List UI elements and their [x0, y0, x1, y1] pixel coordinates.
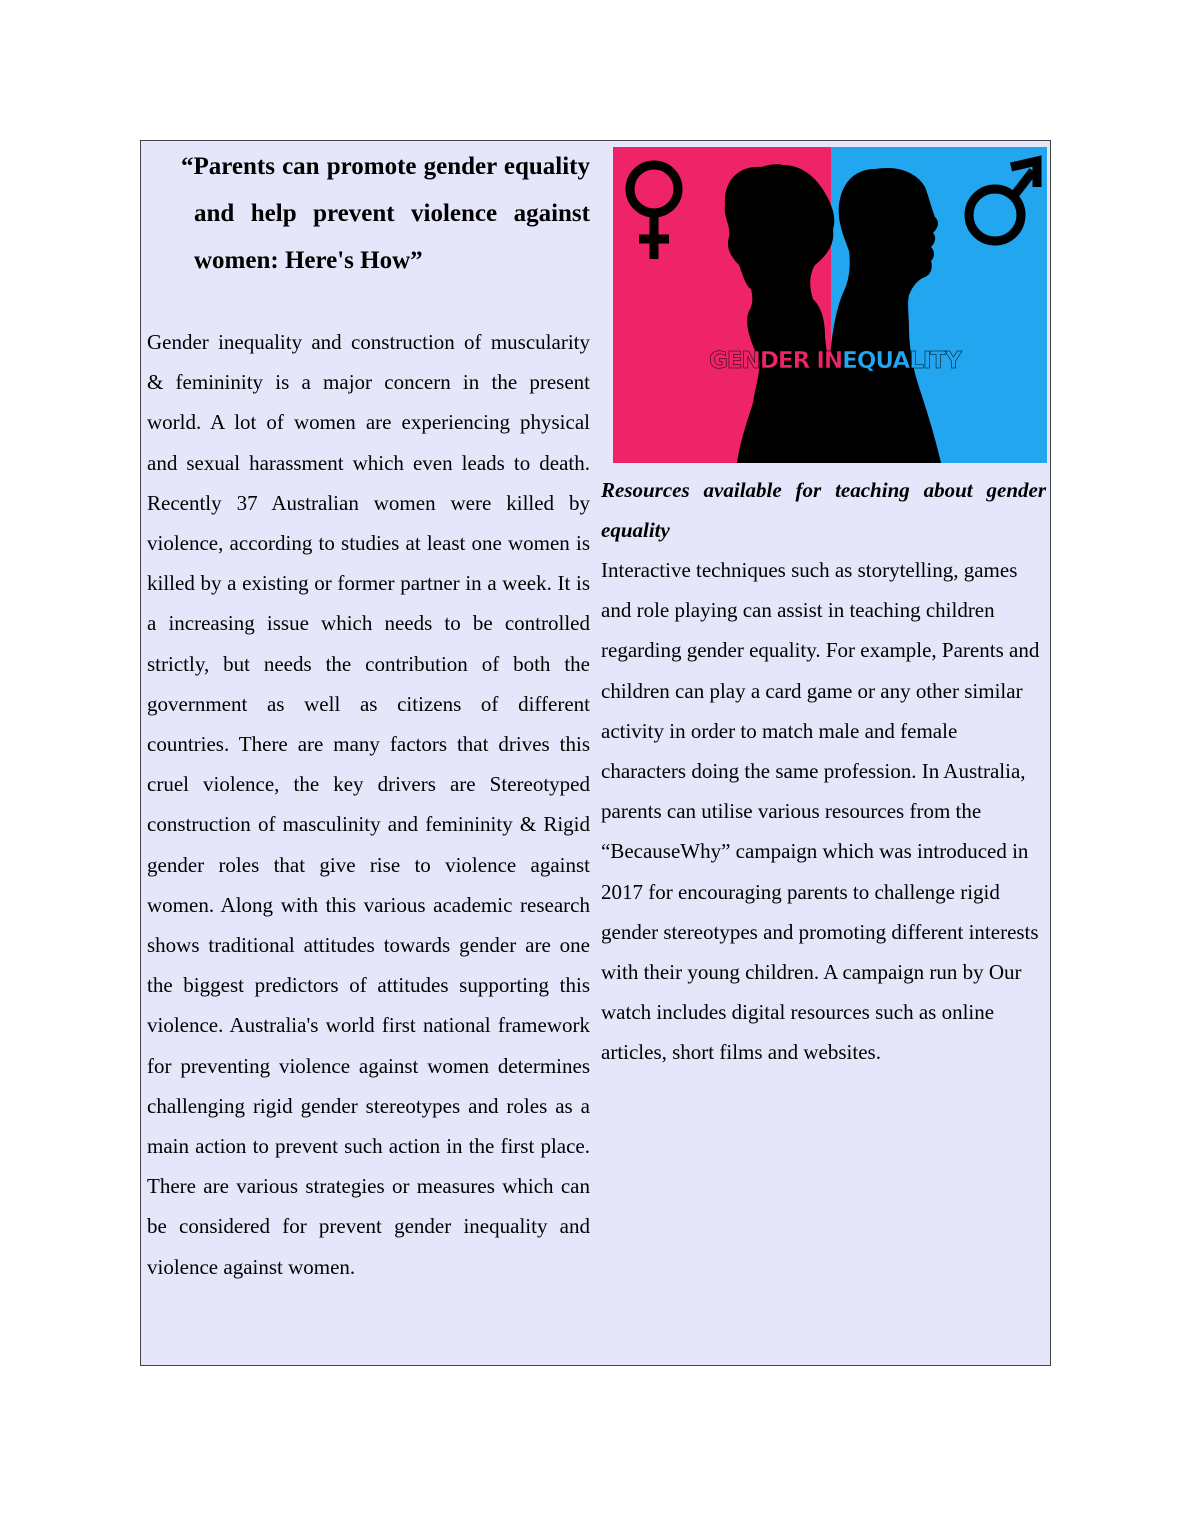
resources-heading: Resources available for teaching about gender equality — [601, 478, 1046, 542]
resources-body: Interactive techniques such as storytelling, games and role playing can assist in teaching children regarding gender equality. For example, Parents and children can play a card game or any other similar activity in order to match male and female characters doing the same profession. In Australia, parents can utilise various resources from the “BecauseWhy” campaign which was introduced in 2017 for encouraging parents to challenge rigid gender stereotypes and promoting different interests with their young children. A campaign run by Our watch includes digital resources such as online articles, short films and websites. — [601, 558, 1040, 1065]
left-column — [147, 141, 590, 1279]
illustration-label: GENDER INEQUALITY — [709, 348, 961, 374]
article-body: Gender inequality and construction of muscularity & femininity is a major concern in the present world. A lot of women are experiencing physical and sexual harassment which even leads to death. Recently 37 Australian women were killed by violence, according to studies at least one women is killed by a existing or former partner in a week. It is a increasing issue which needs to be controlled strictly, but needs the contribution of both the government as well as citizens of different countries. There are many factors that drives this cruel violence, the key drivers are Stereotyped construction of masculinity and femininity & Rigid gender roles that give rise to violence against women. Along with this various academic research shows traditional attitudes towards gender are one the biggest predictors of attitudes supporting this violence. Australia's world first national framework for preventing violence against women determines challenging rigid gender stereotypes and roles as a main action to prevent such action in the first place. There are various strategies or measures which can be considered for prevent gender inequality and violence against women. — [147, 330, 590, 1279]
gender-inequality-illustration — [613, 147, 1047, 463]
article-title: “Parents can promote gender equality and help prevent violence against women: Here's How” — [181, 153, 590, 274]
article-box — [140, 140, 1051, 1366]
